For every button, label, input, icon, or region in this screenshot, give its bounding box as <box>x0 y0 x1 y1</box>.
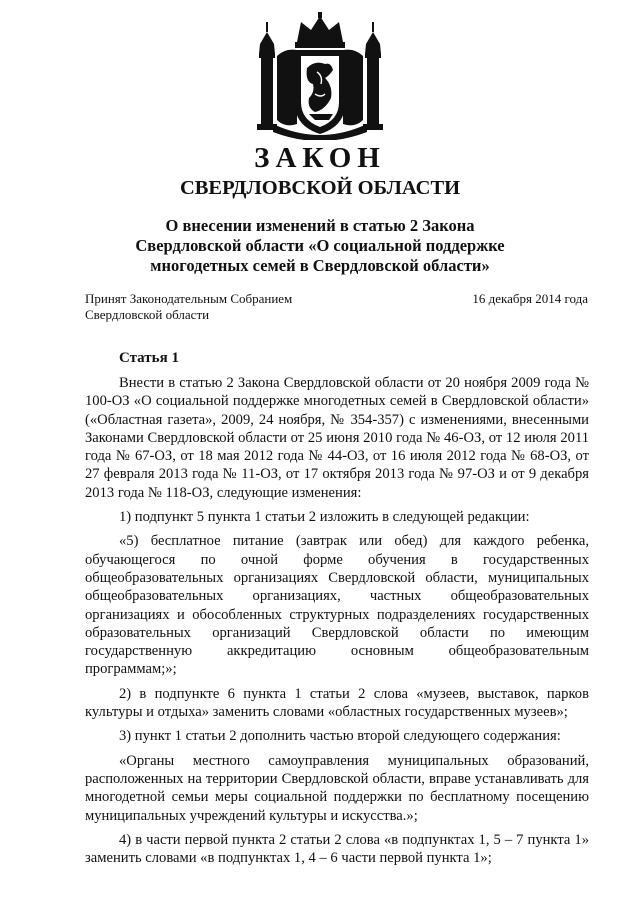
region-title: СВЕРДЛОВСКОЙ ОБЛАСТИ <box>179 177 461 199</box>
paragraph: Внести в статью 2 Закона Свердловской области от 20 ноября 2009 года № 100-ОЗ «О социальной поддержке многодетных семей в Свердловской области» («Областная газета», 2009, 24 ноября, № 354-357) с изменениями, внесенными Законами Свердловской области от 25 июня 2010 года № 46-ОЗ, от 12 июля 2011 года № 67-ОЗ, от 18 мая 2012 года № 44-ОЗ, от 16 июля 2012 года № 68-ОЗ, от 27 февраля 2013 года № 11-ОЗ, от 17 октября 2013 года № 97-ОЗ и от 9 декабря 2013 года № 118-ОЗ, следующие изменения: <box>85 375 589 501</box>
article-heading: Статья 1 <box>119 350 179 366</box>
document-title <box>0 216 640 276</box>
law-title: ЗАКОН <box>254 142 386 174</box>
document-title-line: О внесении изменений в статью 2 Закона <box>165 216 475 235</box>
adoption-line: Свердловской области <box>85 307 210 322</box>
adoption-statement <box>85 291 292 323</box>
coat-of-arms-icon <box>245 12 395 140</box>
paragraph: 3) пункт 1 статьи 2 дополнить частью второй следующего содержания: <box>119 728 561 745</box>
adoption-line: Принят Законодательным Собранием <box>85 291 293 306</box>
paragraph: 4) в части первой пункта 2 статьи 2 слова «в подпунктах 1, 5 – 7 пункта 1» заменить словами «в подпунктах 1, 4 – 6 части первой пункта 1»; <box>85 831 589 867</box>
article-body <box>85 374 589 873</box>
paragraph: 2) в подпункте 6 пункта 1 статьи 2 слова «музеев, выставок, парков культуры и отдыха» заменить словами «областных государственных музеев»; <box>85 685 589 721</box>
document-title-line: Свердловской области «О социальной поддержке <box>135 236 505 255</box>
paragraph: «5) бесплатное питание (завтрак или обед) для каждого ребенка, обучающегося по очной форме обучения в государственных общеобразовательных организациях Свердловской области, муниципальных общеобразовательных организациях, частных общеобразовательных организациях и обособленных структурных подразделениях государственных образовательных организаций Свердловской области по имеющим государственную аккредитацию основным общеобразовательным программам;»; <box>85 533 589 678</box>
document-title-line: многодетных семей в Свердловской области» <box>150 256 490 275</box>
paragraph: 1) подпункт 5 пункта 1 статьи 2 изложить в следующей редакции: <box>119 509 530 526</box>
adoption-date: 16 декабря 2014 года <box>472 291 588 306</box>
paragraph: «Органы местного самоуправления муниципальных образований, расположенных на территории Свердловской области, вправе устанавливать для многодетной семьи меры социальной поддержки по бесплатному посещению муниципальных учреждений культуры и искусства.»; <box>85 752 589 824</box>
